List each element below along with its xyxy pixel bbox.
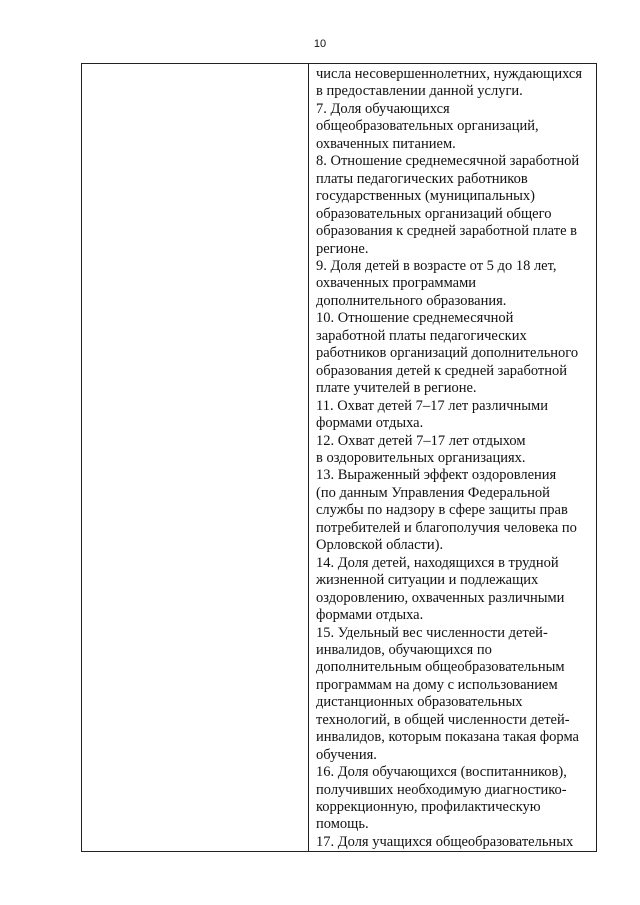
text-line: оздоровлению, охваченных различными <box>316 589 565 606</box>
text-line: коррекционную, профилактическую <box>316 799 541 816</box>
text-line: 14. Доля детей, находящихся в трудной <box>316 554 559 571</box>
text-line: формами отдыха. <box>316 415 424 432</box>
text-line: охваченных питанием. <box>316 135 456 152</box>
text-line: получивших необходимую диагностико- <box>316 781 567 798</box>
text-line: инвалидов, обучающихся по <box>316 641 492 658</box>
text-line: образования детей к средней заработной <box>316 362 568 379</box>
text-line: 15. Удельный вес численности детей- <box>316 624 548 641</box>
text-line: формами отдыха. <box>316 607 424 624</box>
text-line: 9. Доля детей в возрасте от 5 до 18 лет, <box>316 257 557 274</box>
text-line: обучения. <box>316 746 377 763</box>
text-line: заработной платы педагогических <box>316 327 527 344</box>
text-line: охваченных программами <box>316 275 477 292</box>
indicators-table <box>81 63 597 852</box>
table-row <box>82 64 597 852</box>
text-line: в предоставлении данной услуги. <box>316 83 523 100</box>
text-line: числа несовершеннолетних, нуждающихся <box>316 66 583 82</box>
table-cell-left <box>82 64 309 852</box>
text-line: потребителей и благополучия человека по <box>316 519 577 536</box>
text-line: 8. Отношение среднемесячной заработной <box>316 153 580 170</box>
indicator-text <box>316 66 592 851</box>
text-line: помощь. <box>316 816 369 833</box>
page-number: 10 <box>313 38 327 50</box>
text-line: образовательных организаций общего <box>316 205 552 222</box>
text-line: платы педагогических работников <box>316 170 528 187</box>
text-line: государственных (муниципальных) <box>316 188 535 205</box>
text-line: дополнительным общеобразовательным <box>316 659 565 676</box>
text-line: 11. Охват детей 7–17 лет различными <box>316 397 548 414</box>
text-line: плате учителей в регионе. <box>316 380 477 397</box>
text-line: 7. Доля обучающихся <box>316 100 450 117</box>
text-line: 12. Охват детей 7–17 лет отдыхом <box>316 432 526 449</box>
text-line: работников организаций дополнительного <box>316 345 579 362</box>
text-line: программам на дому с использованием <box>316 676 558 693</box>
text-line: дополнительного образования. <box>316 292 507 309</box>
text-line: в оздоровительных организациях. <box>316 449 526 466</box>
text-line: образования к средней заработной плате в <box>316 223 577 240</box>
text-line: Орловской области). <box>316 537 444 554</box>
text-line: технологий, в общей численности детей- <box>316 711 570 728</box>
text-line: 13. Выраженный эффект оздоровления <box>316 467 557 484</box>
text-line: жизненной ситуации и подлежащих <box>316 572 539 589</box>
text-line: (по данным Управления Федеральной <box>316 484 550 501</box>
text-line: общеобразовательных организаций, <box>316 118 539 135</box>
table-cell-right <box>309 64 597 852</box>
text-line: регионе. <box>316 240 369 257</box>
text-line: службы по надзору в сфере защиты прав <box>316 502 568 519</box>
text-line: 17. Доля учащихся общеобразовательных <box>316 833 574 850</box>
text-line: инвалидов, которым показана такая форма <box>316 729 579 746</box>
text-line: 16. Доля обучающихся (воспитанников), <box>316 764 567 781</box>
text-line: 10. Отношение среднемесячной <box>316 310 514 327</box>
text-line: дистанционных образовательных <box>316 694 523 711</box>
